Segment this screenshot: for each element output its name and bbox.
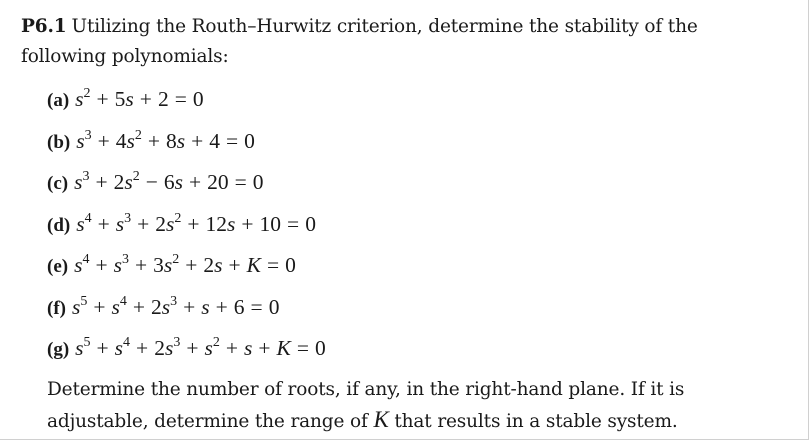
- equation: $s^4 + s^3 + 3s^2 + 2s + K = 0$: [74, 252, 296, 277]
- item-label: (g): [47, 339, 70, 360]
- list-item: [47, 82, 326, 124]
- item-label: (d): [47, 214, 71, 236]
- closing-text-part2: that results in a stable system.: [394, 411, 678, 432]
- variable-k: K: [373, 407, 389, 432]
- item-label: (c): [47, 173, 69, 194]
- closing-instructions: [47, 375, 787, 437]
- list-item: [47, 165, 326, 207]
- list-item: [47, 331, 326, 373]
- equation: $s^5 + s^4 + 2s^3 + s^2 + s + K = 0$: [75, 335, 326, 360]
- list-item: [47, 207, 326, 249]
- equation: $s^3 + 4s^2 + 8s + 4 = 0$: [76, 127, 255, 153]
- item-label: (f): [47, 297, 66, 319]
- problem-number: P6.1: [21, 16, 67, 37]
- polynomial-list: [47, 82, 326, 373]
- item-label: (e): [47, 256, 69, 277]
- list-item: [47, 248, 326, 290]
- item-label: (b): [47, 131, 71, 153]
- problem-statement: [21, 12, 781, 72]
- list-item: [47, 290, 326, 332]
- problem-text: Utilizing the Routh–Hurwitz criterion, determine the stability of the following polynomials:: [21, 16, 698, 67]
- item-label: (a): [47, 90, 70, 111]
- equation: $s^5 + s^4 + 2s^3 + s + 6 = 0$: [71, 293, 280, 319]
- equation: $s^2 + 5s + 2 = 0$: [75, 86, 204, 111]
- list-item: [47, 124, 326, 166]
- equation: $s^3 + 2s^2 - 6s + 20 = 0$: [74, 169, 264, 194]
- closing-text-part1: Determine the number of roots, if any, in the right-hand plane. If it is adjustable, determine the range of: [47, 379, 685, 432]
- equation: $s^4 + s^3 + 2s^2 + 12s + 10 = 0$: [76, 210, 316, 236]
